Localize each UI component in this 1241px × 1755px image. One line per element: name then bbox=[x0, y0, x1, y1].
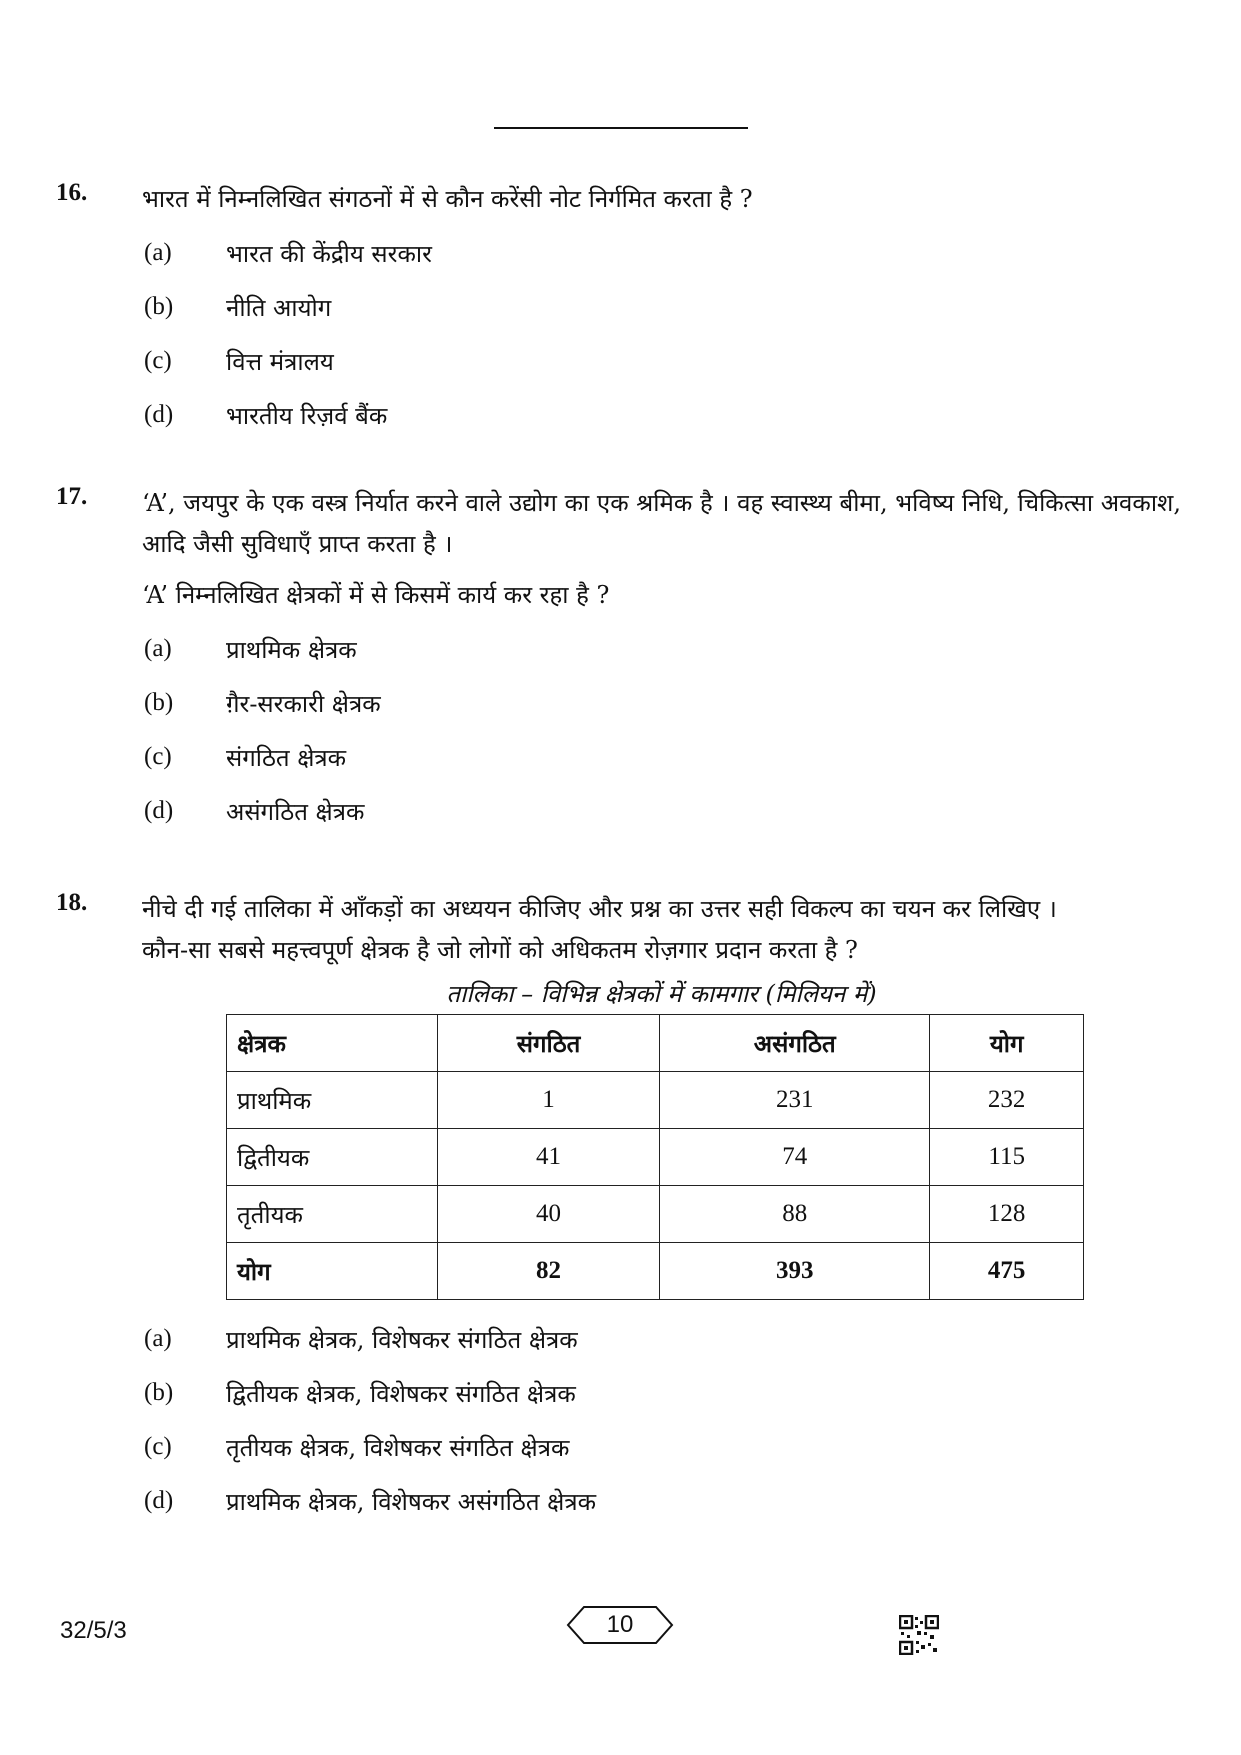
option-text: नीति आयोग bbox=[226, 293, 332, 322]
question-18 bbox=[56, 889, 1181, 1528]
value-cell: 74 bbox=[660, 1129, 930, 1186]
option-text: असंगठित क्षेत्रक bbox=[226, 797, 365, 826]
option-text: द्वितीयक क्षेत्रक, विशेषकर संगठित क्षेत्रक bbox=[226, 1379, 576, 1408]
table-header-row bbox=[227, 1015, 1084, 1072]
value-cell: 88 bbox=[660, 1186, 930, 1243]
option-label: (c) bbox=[144, 1433, 172, 1460]
table-row bbox=[227, 1186, 1084, 1243]
option-b[interactable] bbox=[144, 280, 1181, 334]
option-text: प्राथमिक क्षेत्रक bbox=[226, 635, 357, 664]
option-label: (b) bbox=[144, 689, 174, 716]
question-text: ‘A’, जयपुर के एक वस्त्र निर्यात करने वाले उद्योग का एक श्रमिक है । वह स्वास्थ्य बीमा, भविष्य निधि, चिकित्सा अवकाश, आदि जैसी सुविधाएँ प्राप्त करता है । bbox=[142, 489, 1181, 558]
option-d[interactable] bbox=[144, 1474, 1181, 1528]
question-number: 17. bbox=[56, 483, 88, 510]
option-label: (d) bbox=[144, 1487, 174, 1514]
option-label: (c) bbox=[144, 743, 172, 770]
options-list bbox=[144, 1312, 1181, 1528]
option-text: प्राथमिक क्षेत्रक, विशेषकर संगठित क्षेत्रक bbox=[226, 1325, 578, 1354]
table-row bbox=[227, 1129, 1084, 1186]
sector-cell: द्वितीयक bbox=[227, 1129, 438, 1186]
question-17 bbox=[56, 483, 1181, 838]
options-list bbox=[144, 226, 1181, 442]
total-cell: 82 bbox=[438, 1243, 660, 1300]
total-cell: 475 bbox=[930, 1243, 1084, 1300]
option-text: भारतीय रिज़र्व बैंक bbox=[226, 401, 388, 430]
header-total: योग bbox=[930, 1015, 1084, 1072]
option-d[interactable] bbox=[144, 784, 1181, 838]
question-text: भारत में निम्नलिखित संगठनों में से कौन करेंसी नोट निर्गमित करता है ? bbox=[142, 185, 753, 213]
total-cell: 393 bbox=[660, 1243, 930, 1300]
question-16 bbox=[56, 179, 1181, 442]
option-label: (b) bbox=[144, 1379, 174, 1406]
option-c[interactable] bbox=[144, 1420, 1181, 1474]
option-label: (a) bbox=[144, 1325, 172, 1352]
total-label-cell: योग bbox=[227, 1243, 438, 1300]
paper-code: 32/5/3 bbox=[60, 1617, 127, 1644]
option-a[interactable] bbox=[144, 226, 1181, 280]
option-c[interactable] bbox=[144, 334, 1181, 388]
value-cell: 231 bbox=[660, 1072, 930, 1129]
option-text: संगठित क्षेत्रक bbox=[226, 743, 347, 772]
top-divider bbox=[494, 127, 748, 129]
workers-table bbox=[226, 1014, 1084, 1300]
option-label: (a) bbox=[144, 239, 172, 266]
question-prompt: ‘A’ निम्नलिखित क्षेत्रकों में से किसमें कार्य कर रहा है ? bbox=[142, 581, 610, 609]
table-total-row bbox=[227, 1243, 1084, 1300]
option-text: वित्त मंत्रालय bbox=[226, 347, 334, 376]
option-a[interactable] bbox=[144, 622, 1181, 676]
page-number: 10 bbox=[606, 1611, 634, 1638]
option-b[interactable] bbox=[144, 1366, 1181, 1420]
qr-code-icon bbox=[899, 1615, 939, 1655]
value-cell: 115 bbox=[930, 1129, 1084, 1186]
option-b[interactable] bbox=[144, 676, 1181, 730]
table-caption: तालिका – विभिन्न क्षेत्रकों में कामगार (मिलियन में) bbox=[446, 980, 877, 1008]
value-cell: 1 bbox=[438, 1072, 660, 1129]
question-number: 16. bbox=[56, 179, 88, 206]
header-unorganised: असंगठित bbox=[660, 1015, 930, 1072]
options-list bbox=[144, 622, 1181, 838]
option-label: (c) bbox=[144, 347, 172, 374]
header-sector: क्षेत्रक bbox=[227, 1015, 438, 1072]
header-organised: संगठित bbox=[438, 1015, 660, 1072]
option-a[interactable] bbox=[144, 1312, 1181, 1366]
option-label: (b) bbox=[144, 293, 174, 320]
value-cell: 40 bbox=[438, 1186, 660, 1243]
option-d[interactable] bbox=[144, 388, 1181, 442]
question-prompt: कौन-सा सबसे महत्त्वपूर्ण क्षेत्रक है जो लोगों को अधिकतम रोज़गार प्रदान करता है ? bbox=[142, 936, 858, 964]
value-cell: 41 bbox=[438, 1129, 660, 1186]
option-text: भारत की केंद्रीय सरकार bbox=[226, 239, 432, 268]
sector-cell: तृतीयक bbox=[227, 1186, 438, 1243]
value-cell: 232 bbox=[930, 1072, 1084, 1129]
value-cell: 128 bbox=[930, 1186, 1084, 1243]
option-text: ग़ैर-सरकारी क्षेत्रक bbox=[226, 689, 381, 718]
option-label: (d) bbox=[144, 401, 174, 428]
option-text: प्राथमिक क्षेत्रक, विशेषकर असंगठित क्षेत्रक bbox=[226, 1487, 597, 1516]
option-text: तृतीयक क्षेत्रक, विशेषकर संगठित क्षेत्रक bbox=[226, 1433, 570, 1462]
option-c[interactable] bbox=[144, 730, 1181, 784]
question-text: नीचे दी गई तालिका में आँकड़ों का अध्ययन कीजिए और प्रश्न का उत्तर सही विकल्प का चयन कर लिखिए । bbox=[142, 895, 1057, 923]
option-label: (d) bbox=[144, 797, 174, 824]
question-number: 18. bbox=[56, 889, 88, 916]
sector-cell: प्राथमिक bbox=[227, 1072, 438, 1129]
option-label: (a) bbox=[144, 635, 172, 662]
page-number-badge bbox=[566, 1605, 674, 1645]
table-row bbox=[227, 1072, 1084, 1129]
